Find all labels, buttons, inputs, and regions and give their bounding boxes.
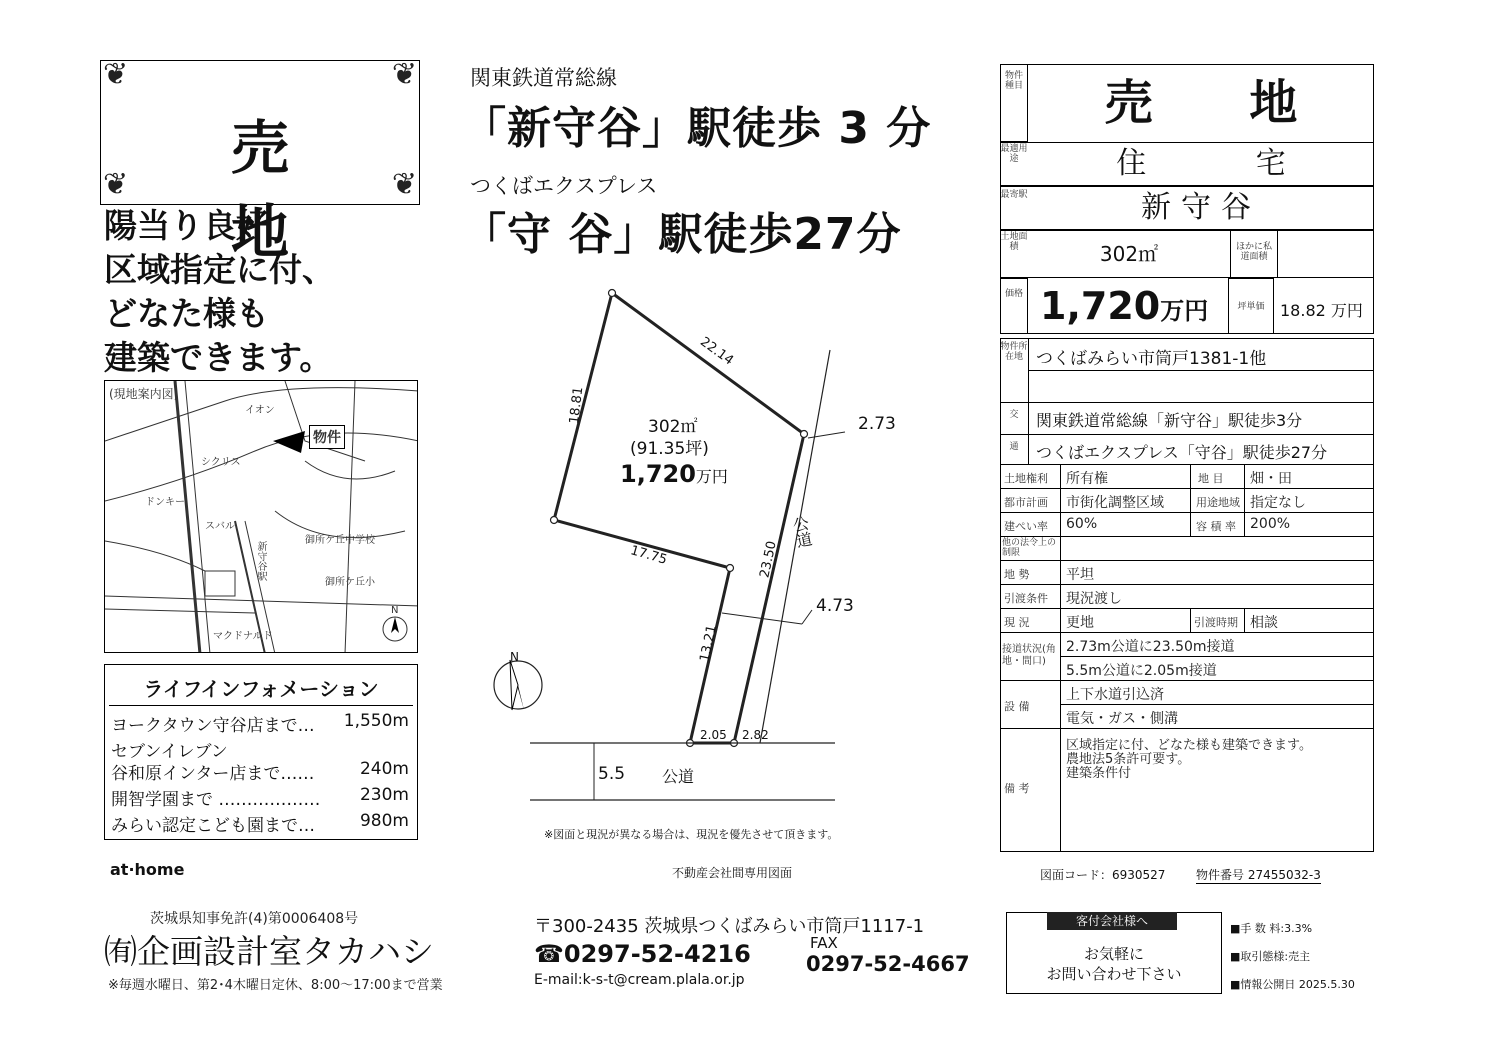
fee-info: ■手 数 料:3.3% xyxy=(1230,922,1313,935)
land-category: 畑・田 xyxy=(1250,471,1292,487)
company-email: E-mail:k-s-t@cream.plala.or.jp xyxy=(534,972,745,988)
best-use: 住 宅 xyxy=(1116,146,1336,181)
row-label: 物件所在地 xyxy=(1000,342,1028,362)
row-label: 接道状況(角地・間口) xyxy=(1002,644,1056,667)
railway-line: 関東鉄道常総線 xyxy=(470,66,617,90)
price-per-tsubo: 18.82 万円 xyxy=(1280,301,1363,320)
row-label: 最寄駅 xyxy=(1000,190,1028,200)
license-number: 茨城県知事免許(4)第0006408号 xyxy=(150,911,359,927)
row-label: 現 況 xyxy=(1004,616,1030,629)
life-info-name: みらい認定こども園まで… xyxy=(111,816,315,836)
plot-edge-length: 2.82 xyxy=(742,728,769,742)
terrain: 平坦 xyxy=(1066,567,1094,583)
drawing-code: 図面コード：6930527 xyxy=(1040,868,1166,882)
ornament-icon: ❦ xyxy=(391,57,417,92)
property-number: 物件番号 27455032-3 xyxy=(1196,868,1321,882)
handover-time: 相談 xyxy=(1250,615,1278,631)
railway-line: つくばエクスプレス xyxy=(470,174,658,198)
nearest-station: 新守谷 xyxy=(1141,190,1261,225)
headline-line: 建築できます。 xyxy=(104,338,333,377)
south-road-width: 5.5 xyxy=(598,764,626,784)
life-info-name: 開智学園まで ……………… xyxy=(111,790,321,810)
property-summary-table xyxy=(1000,64,1374,334)
headline-line: 区域指定に付、 xyxy=(104,250,335,289)
map-landmark: マクドナルド xyxy=(213,631,273,642)
map-north-label: N xyxy=(391,605,399,616)
current-state: 更地 xyxy=(1066,615,1094,631)
city-plan: 市街化調整区域 xyxy=(1066,495,1164,511)
remark-line: 農地法5条許可要す。 xyxy=(1066,752,1191,767)
plot-edge-length: 18.81 xyxy=(566,386,587,425)
road-access: 5.5m公道に2.05m接道 xyxy=(1066,663,1217,679)
life-info-distance: 980m xyxy=(359,811,409,831)
headline-line: 陽当り良好 xyxy=(104,206,269,245)
road-access: 2.73m公道に23.50m接道 xyxy=(1066,639,1235,655)
row-label: 建ぺい率 xyxy=(1004,520,1048,533)
row-label: 地 勢 xyxy=(1004,568,1030,581)
row-label: 設 備 xyxy=(1004,700,1030,713)
road-label: 公道 xyxy=(788,514,815,550)
sale-title: 売 地 xyxy=(230,114,349,266)
life-info-name: ヨークタウン守谷店まで… xyxy=(111,716,315,736)
traffic-line: つくばエクスプレス「守谷」駅徒歩27分 xyxy=(1036,443,1328,462)
road-width: 2.73 xyxy=(858,414,896,434)
row-label: 土地面積 xyxy=(1000,232,1028,252)
map-landmark: スバル xyxy=(205,521,235,532)
athome-logo: at·home xyxy=(110,860,185,879)
property-type: 売 地 xyxy=(1104,75,1338,131)
plot-tsubo: (91.35坪) xyxy=(630,439,709,459)
plot-price-unit: 万円 xyxy=(695,467,728,486)
plot-edge-length: 23.50 xyxy=(757,539,780,580)
property-detail-table xyxy=(1000,338,1374,852)
road-width: 4.73 xyxy=(816,596,854,616)
row-label: 最適用途 xyxy=(1000,144,1028,164)
plot-edge-length: 17.75 xyxy=(628,543,669,568)
land-area: 302㎡ xyxy=(1099,242,1159,266)
south-road-label: 公道 xyxy=(662,767,695,786)
life-info-item xyxy=(111,711,409,736)
life-info-title: ライフインフォメーション xyxy=(143,677,379,701)
row-label: 他の法令上の制限 xyxy=(1002,538,1057,558)
life-info-item xyxy=(111,785,409,810)
b2b-note: 不動産会社間専用図面 xyxy=(672,866,793,880)
location-map xyxy=(104,380,418,653)
life-info-name: セブンイレブン xyxy=(111,742,228,762)
life-info-distance: 240m xyxy=(359,759,409,779)
row-label: 容 積 率 xyxy=(1196,520,1236,533)
agent-contact-box xyxy=(1006,912,1222,994)
company-tel: ☎0297-52-4216 xyxy=(534,940,751,968)
company-name: ㈲企画設計室タカハシ xyxy=(104,932,434,971)
ornament-icon: ❦ xyxy=(391,167,417,202)
station-access: 「守 谷」駅徒歩27分 xyxy=(462,209,902,260)
row-label: 通 xyxy=(1009,442,1019,452)
map-drawing xyxy=(105,381,418,653)
map-landmark: ドンキー xyxy=(145,497,185,508)
ornament-icon: ❦ xyxy=(103,57,129,92)
map-landmark: イオン xyxy=(245,405,275,416)
plot-edge-length: 2.05 xyxy=(700,728,727,742)
plot-edge-length: 22.14 xyxy=(697,334,737,369)
land-rights: 所有権 xyxy=(1066,471,1108,487)
map-landmark: 御所ケ丘小 xyxy=(325,577,375,588)
compass-label: N xyxy=(510,650,519,664)
life-info-item xyxy=(111,811,409,836)
plot-edge-length: 13.21 xyxy=(697,623,720,664)
row-label: 備 考 xyxy=(1004,782,1030,795)
station-access: 「新守谷」駅徒歩 3 分 xyxy=(462,103,932,154)
agent-box-line: お問い合わせ下さい xyxy=(1046,965,1182,983)
remark-line: 区域指定に付、どなた様も建築できます。 xyxy=(1066,738,1312,753)
building-coverage: 60% xyxy=(1066,516,1098,532)
row-label: 引渡時期 xyxy=(1194,616,1238,629)
price-number: 1,720 xyxy=(1040,284,1161,328)
company-fax: 0297-52-4667 xyxy=(806,952,970,976)
row-label: 価格 xyxy=(1000,278,1028,334)
map-landmark: シクリス xyxy=(201,457,241,468)
row-label: 交 xyxy=(1009,410,1019,420)
life-info-distance: 1,550m xyxy=(343,711,409,731)
price xyxy=(1040,284,1208,328)
dimension-line xyxy=(808,432,845,438)
plot-price xyxy=(620,460,728,488)
dimension-line xyxy=(802,610,812,624)
row-label: 土地権利 xyxy=(1004,472,1048,485)
row-label: 坪単価 xyxy=(1237,302,1265,312)
company-address: 〒300-2435 茨城県つくばみらい市筒戸1117-1 xyxy=(534,916,925,937)
deal-type: ■取引態様:売主 xyxy=(1230,950,1311,963)
agent-box-line: お気軽に xyxy=(1083,945,1144,963)
map-property-marker: 物件 xyxy=(309,425,345,449)
compass-needle-icon xyxy=(510,660,518,710)
map-landmark: 新守谷駅 xyxy=(255,541,266,581)
row-label: 用途地域 xyxy=(1196,496,1240,509)
ornament-icon: ❦ xyxy=(103,167,129,202)
zoning: 指定なし xyxy=(1250,495,1306,511)
row-label: 地 目 xyxy=(1198,472,1224,485)
drawing-note: ※図面と現況が異なる場合は、現況を優先させて頂きます。 xyxy=(544,828,839,841)
map-title: (現地案内図) xyxy=(109,387,179,401)
headline-line: どなた様も xyxy=(104,294,269,333)
traffic-line: 関東鉄道常総線「新守谷」駅徒歩3分 xyxy=(1036,411,1303,430)
facility: 電気・ガス・側溝 xyxy=(1066,711,1178,727)
row-label: 引渡条件 xyxy=(1004,592,1048,605)
life-info-distance: 230m xyxy=(359,785,409,805)
remark-line: 建築条件付 xyxy=(1066,766,1132,781)
life-info-name: 谷和原インター店まで…… xyxy=(111,764,315,784)
price-unit: 万円 xyxy=(1160,297,1209,325)
life-info-item xyxy=(111,759,409,784)
delivery-terms: 現況渡し xyxy=(1066,591,1122,607)
row-label: ほかに私道面積 xyxy=(1235,242,1272,262)
business-hours: ※毎週水曜日、第2･4木曜日定休、8:00〜17:00まで営業 xyxy=(108,978,443,993)
agent-box-title: 客付会社様へ xyxy=(1047,912,1177,930)
property-location: つくばみらい市筒戸1381-1他 xyxy=(1036,349,1267,369)
plot-price-number: 1,720 xyxy=(620,460,696,488)
plot-boundary xyxy=(554,293,804,743)
fax-label: FAX xyxy=(810,934,838,952)
published-date: ■情報公開日 2025.5.30 xyxy=(1230,978,1355,991)
life-information-box xyxy=(104,664,418,840)
facility: 上下水道引込済 xyxy=(1066,687,1164,703)
row-label: 都市計画 xyxy=(1004,496,1048,509)
floor-area-ratio: 200% xyxy=(1250,516,1291,532)
row-label: 物件種目 xyxy=(1000,64,1028,142)
plot-area: 302㎡ xyxy=(648,417,698,437)
map-landmark: 御所ケ丘中学校 xyxy=(305,535,375,546)
divider xyxy=(109,705,413,706)
